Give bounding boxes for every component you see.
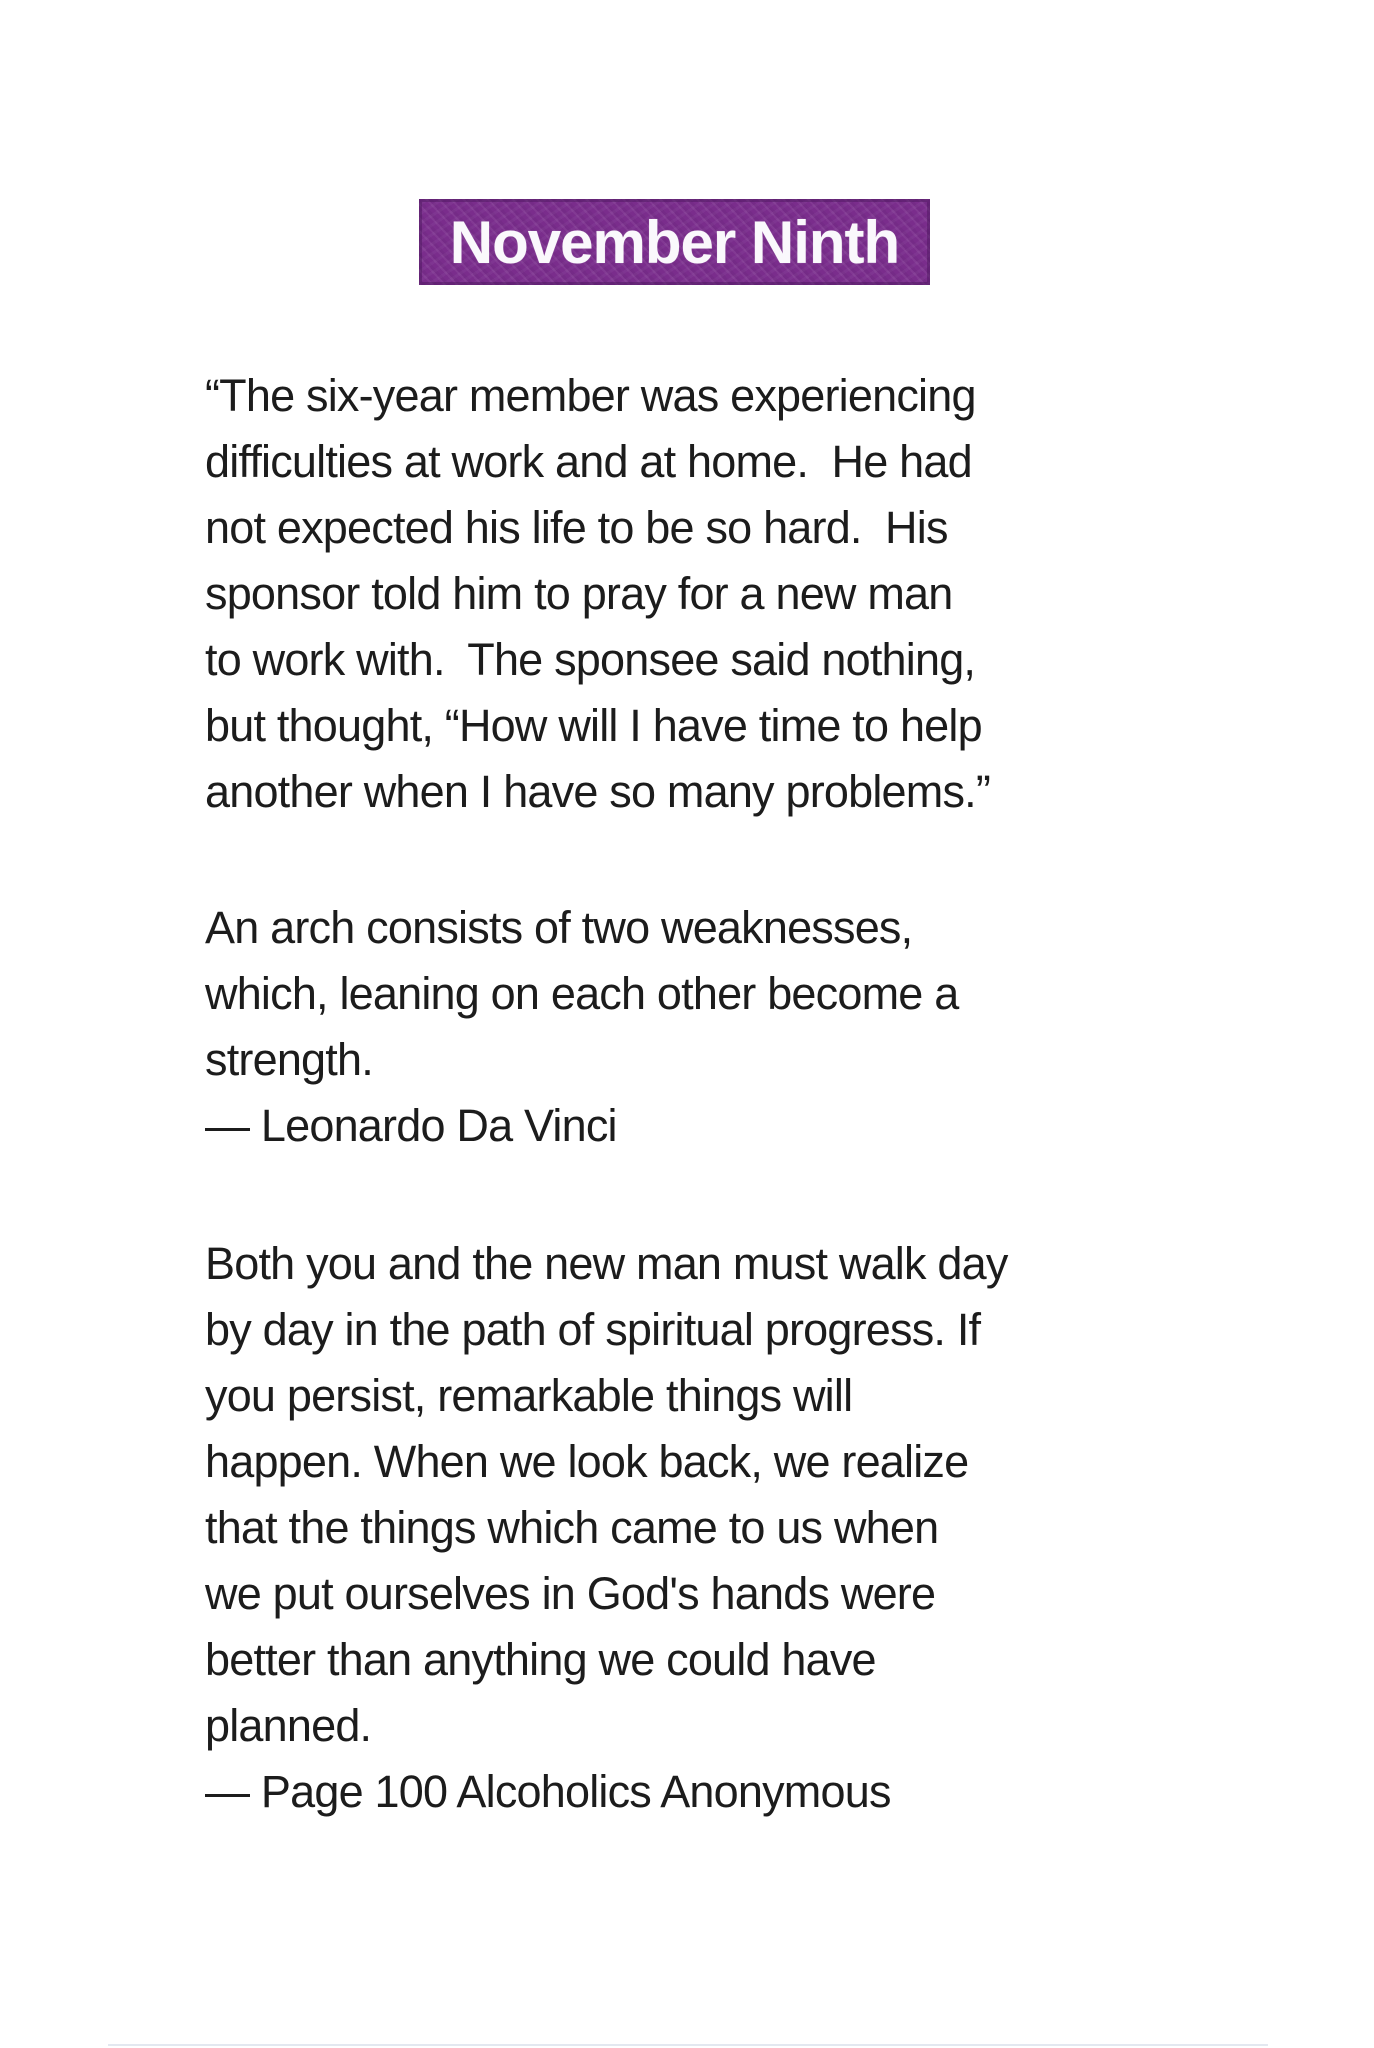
text-line: — Page 100 Alcoholics Anonymous bbox=[205, 1766, 891, 1817]
text-line: sponsor told him to pray for a new man bbox=[205, 568, 953, 619]
text-line: by day in the path of spiritual progress. If bbox=[205, 1304, 981, 1355]
text-line: to work with. The sponsee said nothing, bbox=[205, 634, 976, 685]
text-line: but thought, “How will I have time to help bbox=[205, 700, 982, 751]
text-line: better than anything we could have bbox=[205, 1634, 876, 1685]
paragraph-reflection bbox=[205, 1231, 1235, 1825]
text-line: An arch consists of two weaknesses, bbox=[205, 902, 913, 953]
text-line: — Leonardo Da Vinci bbox=[205, 1100, 617, 1151]
text-line: another when I have so many problems.” bbox=[205, 766, 991, 817]
paragraph-story bbox=[205, 363, 1235, 825]
text-line: happen. When we look back, we realize bbox=[205, 1436, 969, 1487]
text-line: strength. bbox=[205, 1034, 373, 1085]
text-line: that the things which came to us when bbox=[205, 1502, 939, 1553]
text-line: not expected his life to be so hard. His bbox=[205, 502, 948, 553]
text-line: Both you and the new man must walk day bbox=[205, 1238, 1008, 1289]
text-line: “The six-year member was experiencing bbox=[205, 370, 976, 421]
date-title: November Ninth bbox=[449, 208, 900, 276]
bottom-divider bbox=[108, 2044, 1268, 2046]
paragraph-quote bbox=[205, 895, 1235, 1159]
date-title-banner bbox=[419, 199, 930, 285]
text-line: you persist, remarkable things will bbox=[205, 1370, 853, 1421]
text-line: we put ourselves in God's hands were bbox=[205, 1568, 936, 1619]
text-line: difficulties at work and at home. He had bbox=[205, 436, 972, 487]
text-line: planned. bbox=[205, 1700, 372, 1751]
text-line: which, leaning on each other become a bbox=[205, 968, 959, 1019]
